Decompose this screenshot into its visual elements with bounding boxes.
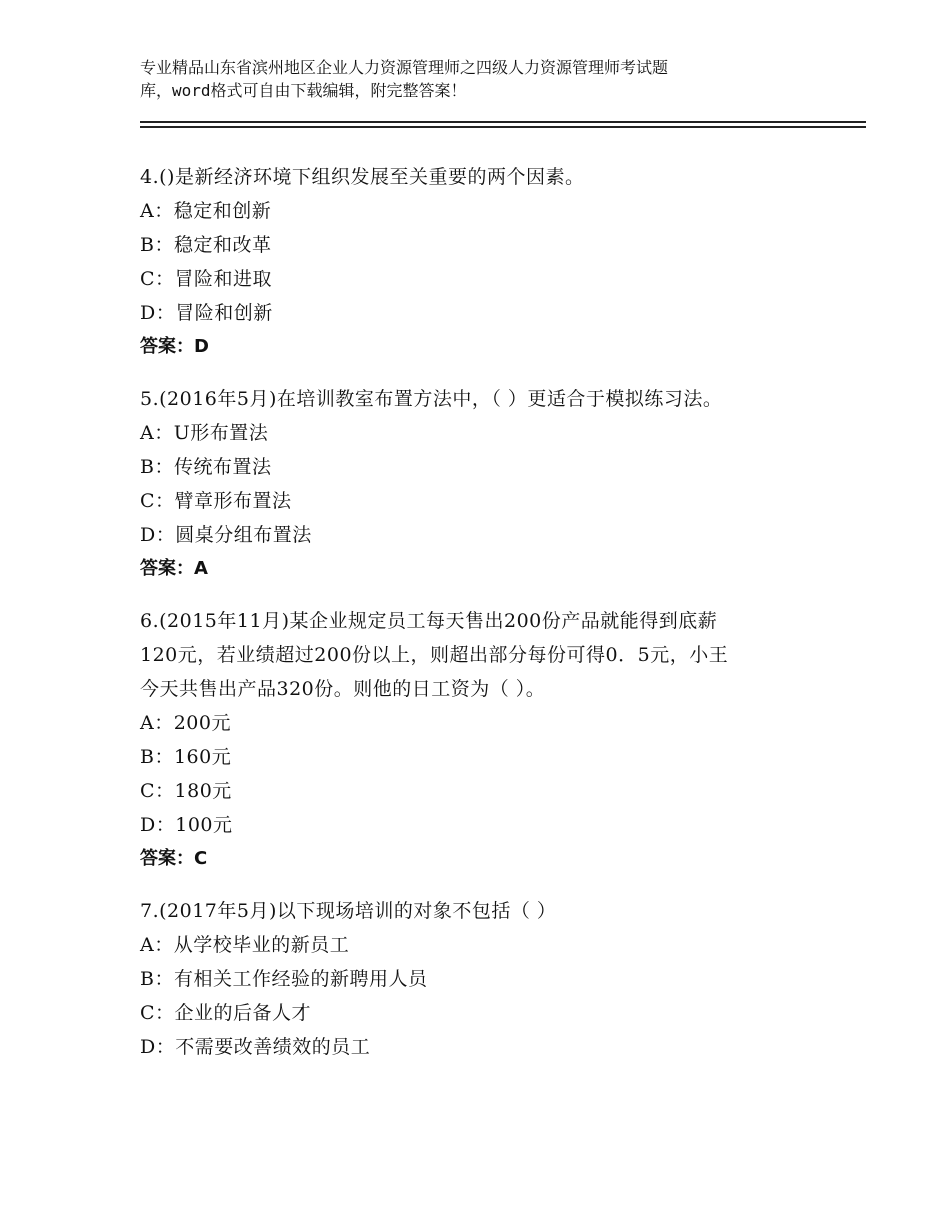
option-c: C：企业的后备人才 <box>140 1002 312 1024</box>
header-rule-bottom <box>140 126 866 128</box>
question-stem-line-2: 120元，若业绩超过200份以上，则超出部分每份可得0．5元，小王 <box>140 644 729 666</box>
option-b: B：稳定和改革 <box>140 234 272 256</box>
question-stem-line-3: 今天共售出产品320份。则他的日工资为（ ）。 <box>140 678 546 700</box>
question-stem: 7.(2017年5月)以下现场培训的对象不包括（ ） <box>140 900 557 922</box>
header-line-1: 专业精品山东省滨州地区企业人力资源管理师之四级人力资源管理师考试题 <box>140 58 669 77</box>
option-b: B：160元 <box>140 746 232 768</box>
option-c: C：臂章形布置法 <box>140 490 292 512</box>
option-a: A：从学校毕业的新员工 <box>140 934 350 956</box>
question-5 <box>140 382 840 586</box>
option-b: B：传统布置法 <box>140 456 272 478</box>
question-stem-line-1: 6.(2015年11月)某企业规定员工每天售出200份产品就能得到底薪 <box>140 610 718 632</box>
header-rule-top <box>140 121 866 123</box>
option-a: A：U形布置法 <box>140 422 269 444</box>
question-4 <box>140 160 840 364</box>
question-list <box>140 160 840 1082</box>
option-a: A：200元 <box>140 712 231 734</box>
option-d: D：冒险和创新 <box>140 302 273 324</box>
option-d: D：不需要改善绩效的员工 <box>140 1036 371 1058</box>
option-c: C：180元 <box>140 780 232 802</box>
question-6 <box>140 604 840 876</box>
answer-label: 答案：A <box>140 558 208 579</box>
answer-label: 答案：D <box>140 336 209 357</box>
option-a: A：稳定和创新 <box>140 200 272 222</box>
question-stem: 5.(2016年5月)在培训教室布置方法中，（ ）更适合于模拟练习法。 <box>140 388 723 410</box>
option-b: B：有相关工作经验的新聘用人员 <box>140 968 428 990</box>
option-c: C：冒险和进取 <box>140 268 273 290</box>
option-d: D：100元 <box>140 814 233 836</box>
answer-label: 答案：C <box>140 848 208 869</box>
option-d: D：圆桌分组布置法 <box>140 524 312 546</box>
document-header <box>140 56 820 102</box>
question-7 <box>140 894 840 1064</box>
header-line-2: 库，word格式可自由下载编辑，附完整答案！ <box>140 81 467 100</box>
question-stem: 4.()是新经济环境下组织发展至关重要的两个因素。 <box>140 166 585 188</box>
